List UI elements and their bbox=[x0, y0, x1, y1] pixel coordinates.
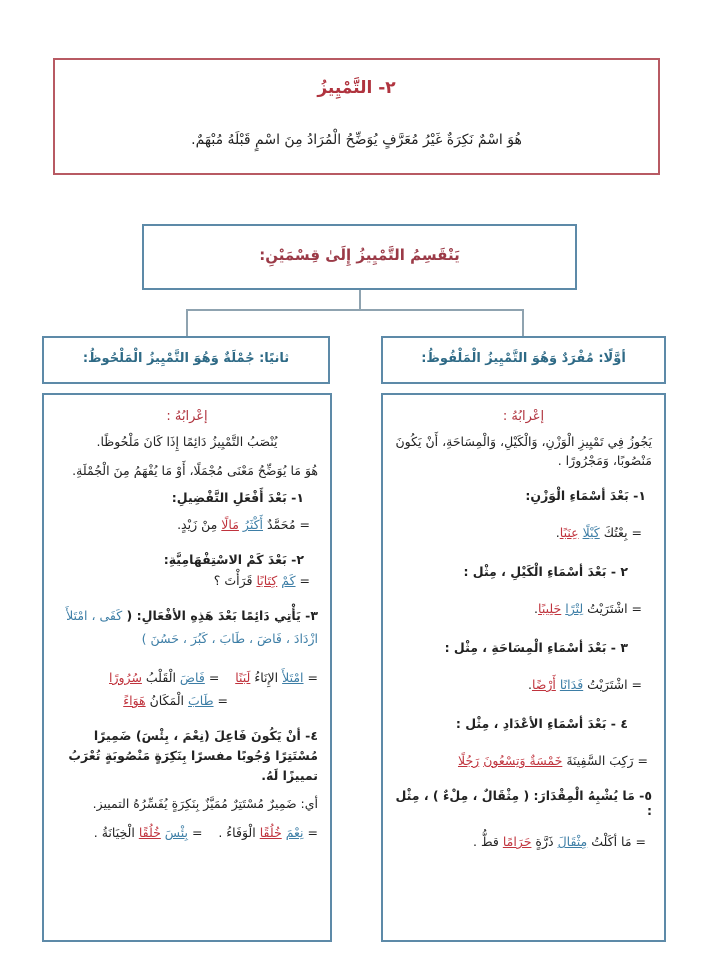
division-box bbox=[142, 224, 577, 290]
example-word-2: رَجُلًا bbox=[457, 753, 480, 768]
division-text: يَنْقَسِمُ التَّمْيِيزُ إِلَىٰ قِسْمَيْنِ: bbox=[259, 246, 460, 264]
item-example bbox=[395, 677, 642, 692]
left-heading: ثانيًا: جُمْلَةٌ وَهُوَ التَّمْيِيزُ الْمَلْحُوظُ: bbox=[82, 351, 290, 366]
item-heading: ٤ - بَعْدَ أسْمَاءِ الأعْدَادِ ، مِثْل : bbox=[455, 716, 628, 731]
example-pre: = bbox=[307, 825, 318, 840]
connector-right bbox=[522, 309, 524, 337]
right-heading-box bbox=[381, 336, 666, 384]
example-word-2: أَرْضًا bbox=[531, 677, 556, 692]
example-post: قَرَأْتَ ؟ bbox=[213, 573, 253, 588]
title-box bbox=[53, 58, 660, 175]
item-heading: ٥- مَا يُشْبِهُ الْمِقْدَارَ: ( مِثْقَالٌ ، مِلْءٌ ) ، مِثْل : bbox=[395, 788, 652, 818]
example-word-2: حَرَامًا bbox=[502, 834, 532, 849]
left-intro-1: يُنْصَبُ التَّمْيِيزُ دَائِمًا إِذَا كَانَ مَلْحُوظًا. bbox=[96, 434, 278, 449]
page-title: ٢- التَّمْيِيزُ bbox=[317, 78, 396, 98]
example-pre: = مُحَمَّدٌ bbox=[267, 517, 310, 532]
example-word-1: أَكْثَرُ bbox=[242, 517, 264, 532]
example-word-1: طَابَ bbox=[188, 693, 214, 708]
example-post: قطُّ . bbox=[473, 834, 499, 849]
right-heading: أوَّلًا: مُفْرَدٌ وَهُوَ التَّمْيِيزُ الْمَلْفُوظُ: bbox=[421, 351, 626, 366]
example-word-1: نِعْمَ bbox=[285, 825, 304, 840]
item-example bbox=[395, 753, 648, 768]
item-example bbox=[395, 601, 642, 616]
right-irab-label: إعْرابُهُ : bbox=[502, 409, 545, 424]
connector-horizontal bbox=[186, 309, 524, 311]
example-post: الْخِيَانَةُ . bbox=[93, 825, 135, 840]
example-mid: الْقَلْبُ bbox=[145, 670, 176, 685]
example-word-2: خُلُقًا bbox=[259, 825, 282, 840]
example-pre: = bbox=[217, 693, 228, 708]
example-pre: = رَكِبَ السَّفِينَةَ bbox=[566, 753, 648, 768]
example-word-2: هَوَاءً bbox=[123, 693, 146, 708]
example-pre: = مَا أكَلْتُ bbox=[591, 834, 646, 849]
left-item-2-example bbox=[56, 573, 310, 588]
example-pre: = bbox=[299, 573, 310, 588]
left-irab-label: إعْرابُهُ : bbox=[166, 409, 208, 424]
item-heading: ١- بَعْدَ أسْمَاءِ الْوَزْنِ: bbox=[525, 488, 646, 503]
left-item-3-heading bbox=[56, 608, 318, 623]
example-mid: ذَرَّةٍ bbox=[535, 834, 554, 849]
example-pre: = bbox=[191, 825, 203, 840]
example-word-1: فَاضَ bbox=[179, 670, 205, 685]
left-item-3-example-3 bbox=[56, 693, 228, 708]
example-post: . bbox=[555, 525, 560, 540]
example-word-2: سُرُورًا bbox=[109, 670, 142, 685]
example-word-1: بِئْسَ bbox=[164, 825, 188, 840]
example-post: . bbox=[527, 677, 532, 692]
item-heading: ٣ - بَعْدَ أسْمَاءِ الْمِسَاحَةِ ، مِثْل : bbox=[444, 640, 628, 655]
example-word-1: مِثْقَالَ bbox=[557, 834, 588, 849]
connector-vertical bbox=[359, 290, 361, 310]
definition-text: هُوَ اسْمٌ نَكِرَةٌ غَيْرُ مُعَرَّفٍ يُوَضِّحُ الْمُرَادُ مِنَ اسْمٍ قَبْلَهُ مُبْهَمٌ. bbox=[191, 132, 522, 148]
left-heading-box bbox=[42, 336, 330, 384]
left-item-1-heading: ١- بَعْدَ أَفْعَلِ التَّفْضِيلِ: bbox=[171, 490, 304, 505]
item-heading: ٢ - بَعْدَ أسْمَاءِ الْكَيْلِ ، مِثْل : bbox=[463, 564, 628, 579]
item-example bbox=[395, 525, 642, 540]
example-word-2: لَبَنًا bbox=[235, 670, 251, 685]
example-pre: = bbox=[208, 670, 220, 685]
example-word-1: امْتَلأَ bbox=[282, 670, 304, 685]
left-item-3-examples bbox=[56, 670, 318, 685]
example-mid: الإِنَاءُ bbox=[254, 670, 279, 685]
example-word-2: مَالًا bbox=[221, 517, 239, 532]
example-word-2: كِتَابًا bbox=[256, 573, 278, 588]
example-pre: = اشْتَرَيْتُ bbox=[587, 601, 642, 616]
example-pre: = اشْتَرَيْتُ bbox=[587, 677, 642, 692]
example-mid: الْمَكَانُ bbox=[149, 693, 185, 708]
left-item-4-note: أي: ضَمِيرٌ مُسْتَتِرٌ مُمَيَّزٌ بِنَكِرَةٍ يُفَسِّرُهُ التمييز. bbox=[92, 796, 318, 811]
right-item-1 bbox=[395, 488, 652, 540]
item-3-heading-text: ٣- يَأْتِي دَائِمًا بَعْدَ هَذِهِ الأفْعَالِ: ( bbox=[126, 608, 318, 623]
example-word-1: كَيْلًا bbox=[582, 525, 600, 540]
right-item-2 bbox=[395, 564, 652, 616]
right-intro: يَجُوزُ فِي تَمْيِيزِ الْوَزْنِ، وَالْكَيْلِ، وَالْمِسَاحَةِ، أَنْ يَكُونَ مَنْصُوبًا، وَمَجْرُورًا . bbox=[395, 434, 652, 468]
right-item-4 bbox=[395, 716, 652, 768]
example-word-1: فَدَانًا bbox=[559, 677, 584, 692]
connector-left bbox=[186, 309, 188, 337]
left-intro-2: هُوَ مَا يُوَضِّحُ مَعْنَى مُجْمَلًا، أَوْ مَا يُفْهَمُ مِنَ الْجُمْلَةِ. bbox=[72, 463, 318, 478]
left-item-4-heading: ٤- أنْ يَكُونَ فَاعِلَ (نِعْمَ ، بِئْسَ) ضَمِيرًا مُسْتَتِرًا وُجُوبًا مفسرًا بِنَكِرَةٍ مَنْصُوبَةٍ تُعْرَبُ تمييزًا لَهُ. bbox=[68, 728, 318, 783]
left-item-2-heading: ٢- بَعْدَ كَمْ الاسْتِفْهَامِيَّةِ: bbox=[163, 552, 304, 567]
item-3-verbs-1: كَفَى ، امْتَلأَ bbox=[66, 608, 123, 623]
example-word-2: حَلِيبًا bbox=[538, 601, 562, 616]
example-word-1: لِتْرًا bbox=[565, 601, 584, 616]
item-example bbox=[395, 834, 646, 849]
example-word-2: عِنَبًا bbox=[559, 525, 579, 540]
example-word-1: كَمْ bbox=[281, 573, 296, 588]
left-item-3-verbs: ازْدَادَ ، فَاضَ ، طَابَ ، كَبُرَ ، حَسُنَ ) bbox=[141, 631, 318, 646]
left-item-1-example bbox=[56, 517, 310, 532]
example-post: . bbox=[534, 601, 539, 616]
example-word-1: خَمْسَةٌ وَتِسْعُونَ bbox=[483, 753, 563, 768]
right-column bbox=[381, 393, 666, 942]
right-item-5 bbox=[395, 788, 652, 849]
example-pre: = بِعْتُكَ bbox=[603, 525, 642, 540]
example-pre: = bbox=[307, 670, 318, 685]
left-item-4-examples bbox=[56, 825, 318, 840]
example-post: الْوَفَاءُ . bbox=[218, 825, 256, 840]
example-post: مِنْ زَيْدٍ. bbox=[177, 517, 218, 532]
right-item-3 bbox=[395, 640, 652, 692]
left-column bbox=[42, 393, 332, 942]
example-word-2: خُلُقًا bbox=[138, 825, 161, 840]
